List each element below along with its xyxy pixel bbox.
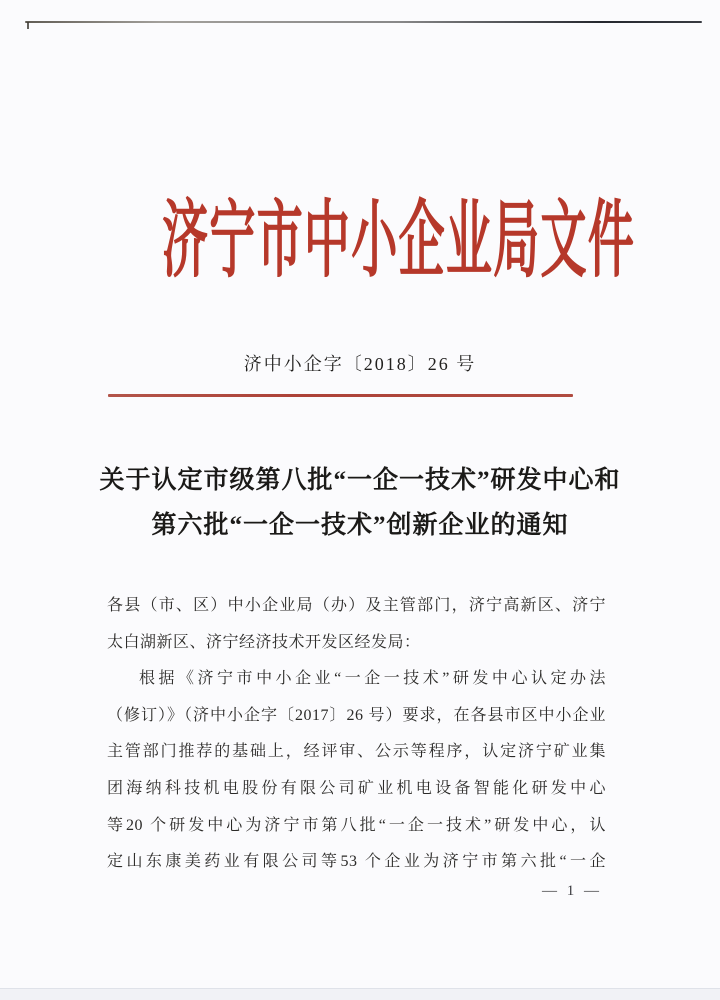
body-line: 各县（市、区）中小企业局（办）及主管部门，济宁高新区、济宁 (107, 597, 606, 614)
agency-letterhead-title: 济宁市中小企业局文件 (162, 195, 636, 288)
document-reference-number: 济中小企字〔2018〕26 号 (243, 354, 477, 374)
document-title-line-2: 第六批“一企一技术”创新企业的通知 (151, 512, 569, 539)
letterhead-red-rule (108, 394, 573, 397)
body-line: （修订）》（济中小企字〔2017〕26 号）要求，在各县市区中小企业 (107, 706, 606, 724)
body-line: 等20 个研发中心为济宁市第八批“一企一技术”研发中心，认 (107, 816, 606, 834)
document-title (0, 458, 720, 548)
body-line: 团海纳科技机电股份有限公司矿业机电设备智能化研发中心 (107, 779, 606, 797)
body-line: 太白湖新区、济宁经济技术开发区经发局： (107, 633, 421, 651)
document-title-line-1: 关于认定市级第八批“一企一技术”研发中心和 (99, 467, 621, 494)
body-line: 定山东康美药业有限公司等53 个企业为济宁市第六批“一企 (107, 853, 606, 871)
scan-edge-tick (27, 22, 29, 29)
page-number: — 1 — (542, 883, 602, 899)
scan-edge-line-top (25, 21, 702, 23)
body-line: 根据《济宁市中小企业“一企一技术”研发中心认定办法 (139, 670, 606, 688)
scan-edge-band-bottom (0, 988, 720, 1000)
document-body (107, 588, 606, 881)
body-line: 主管部门推荐的基础上，经评审、公示等程序，认定济宁矿业集 (107, 743, 606, 761)
